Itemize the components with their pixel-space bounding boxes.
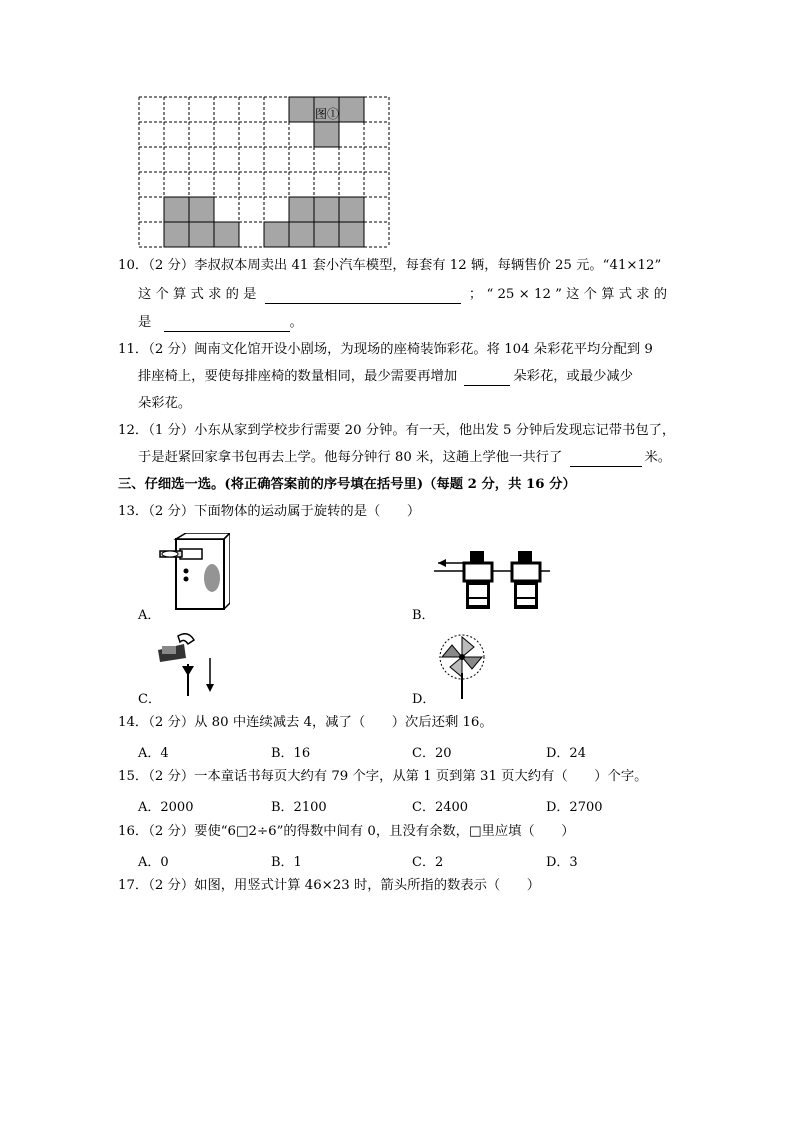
answer-blank[interactable] <box>265 289 461 304</box>
grid-cell <box>314 122 339 147</box>
grid-cell <box>214 222 239 247</box>
q11-line1: 11．（2 分）闽南文化馆开设小剧场，为现场的座椅装饰彩花。将 104 朵彩花平均分配到 9 <box>118 342 653 357</box>
q15-option-b[interactable]: B．2100 <box>271 800 327 815</box>
q13-option-b[interactable]: B． <box>412 608 435 623</box>
q14-stem: 14．（2 分）从 80 中连续减去 4，减了（ ）次后还剩 16。 <box>118 715 493 730</box>
grid-cell <box>164 197 189 222</box>
q10-line3: 是 。 <box>138 315 303 330</box>
grid-cell <box>339 97 364 122</box>
q14-option-b[interactable]: B．16 <box>271 746 311 761</box>
grid-cell <box>339 197 364 222</box>
q16-option-d[interactable]: D．3 <box>546 855 578 870</box>
q16-option-a[interactable]: A．0 <box>138 855 169 870</box>
grid-cell <box>289 197 314 222</box>
grid-cell <box>339 222 364 247</box>
q15-option-d[interactable]: D．2700 <box>546 800 603 815</box>
q16-option-c[interactable]: C．2 <box>412 855 444 870</box>
pinwheel-image <box>434 633 490 699</box>
q13-option-a[interactable]: A． <box>138 608 161 623</box>
q12-line1: 12．（1 分）小东从家到学校步行需要 20 分钟。有一天，他出发 5 分钟后发现忘记带书包了， <box>118 423 676 438</box>
hammer-image <box>158 630 218 698</box>
grid-figure-label: 图① <box>315 107 340 121</box>
grid-cell <box>164 222 189 247</box>
grid-cell <box>189 197 214 222</box>
answer-blank[interactable] <box>464 371 510 386</box>
q12-line2: 于是赶紧回家拿书包再去上学。他每分钟行 80 米，这趟上学他一共行了 米。 <box>138 450 672 465</box>
grid-figure <box>138 96 390 248</box>
grid-cell <box>289 222 314 247</box>
q14-option-a[interactable]: A．4 <box>138 746 169 761</box>
q11-line2: 排座椅上，要使每排座椅的数量相同，最少需要再增加 朵彩花，或最少减少 <box>138 369 634 384</box>
grid-cell <box>314 222 339 247</box>
q13-stem: 13．（2 分）下面物体的运动属于旋转的是（ ） <box>118 504 421 519</box>
trains-image <box>434 545 550 615</box>
q14-option-d[interactable]: D．24 <box>546 746 586 761</box>
q11-line3: 朵彩花。 <box>138 396 192 411</box>
q13-option-c[interactable]: C． <box>138 692 161 707</box>
answer-blank[interactable] <box>164 317 290 332</box>
grid-cell <box>289 97 314 122</box>
q15-stem: 15．（2 分）一本童话书每页大约有 79 个字，从第 1 页到第 31 页大约有（ ）个字。 <box>118 769 648 784</box>
q13-option-d[interactable]: D． <box>412 692 436 707</box>
computer-drive-image <box>158 533 230 615</box>
grid-cell <box>264 222 289 247</box>
q14-option-c[interactable]: C．20 <box>412 746 452 761</box>
q10-line2: 这 个 算 式 求 的 是 ； “ 25 × 12 ” 这 个 算 式 求 的 <box>138 287 668 302</box>
q16-option-b[interactable]: B．1 <box>271 855 302 870</box>
section-heading: 三、仔细选一选。(将正确答案前的序号填在括号里)（每题 2 分，共 16 分） <box>118 477 576 492</box>
q15-option-c[interactable]: C．2400 <box>412 800 469 815</box>
q16-stem: 16．（2 分）要使“6□2÷6”的得数中间有 0，且没有余数，□里应填（ ） <box>118 824 575 839</box>
q15-option-a[interactable]: A．2000 <box>138 800 194 815</box>
q10-line1: 10．（2 分）李叔叔本周卖出 41 套小汽车模型，每套有 12 辆，每辆售价 25 元。“41×12” <box>118 258 662 273</box>
grid-cell <box>314 197 339 222</box>
grid-cell <box>189 222 214 247</box>
q17-stem: 17．（2 分）如图，用竖式计算 46×23 时，箭头所指的数表示（ ） <box>118 878 541 893</box>
answer-blank[interactable] <box>570 452 642 467</box>
